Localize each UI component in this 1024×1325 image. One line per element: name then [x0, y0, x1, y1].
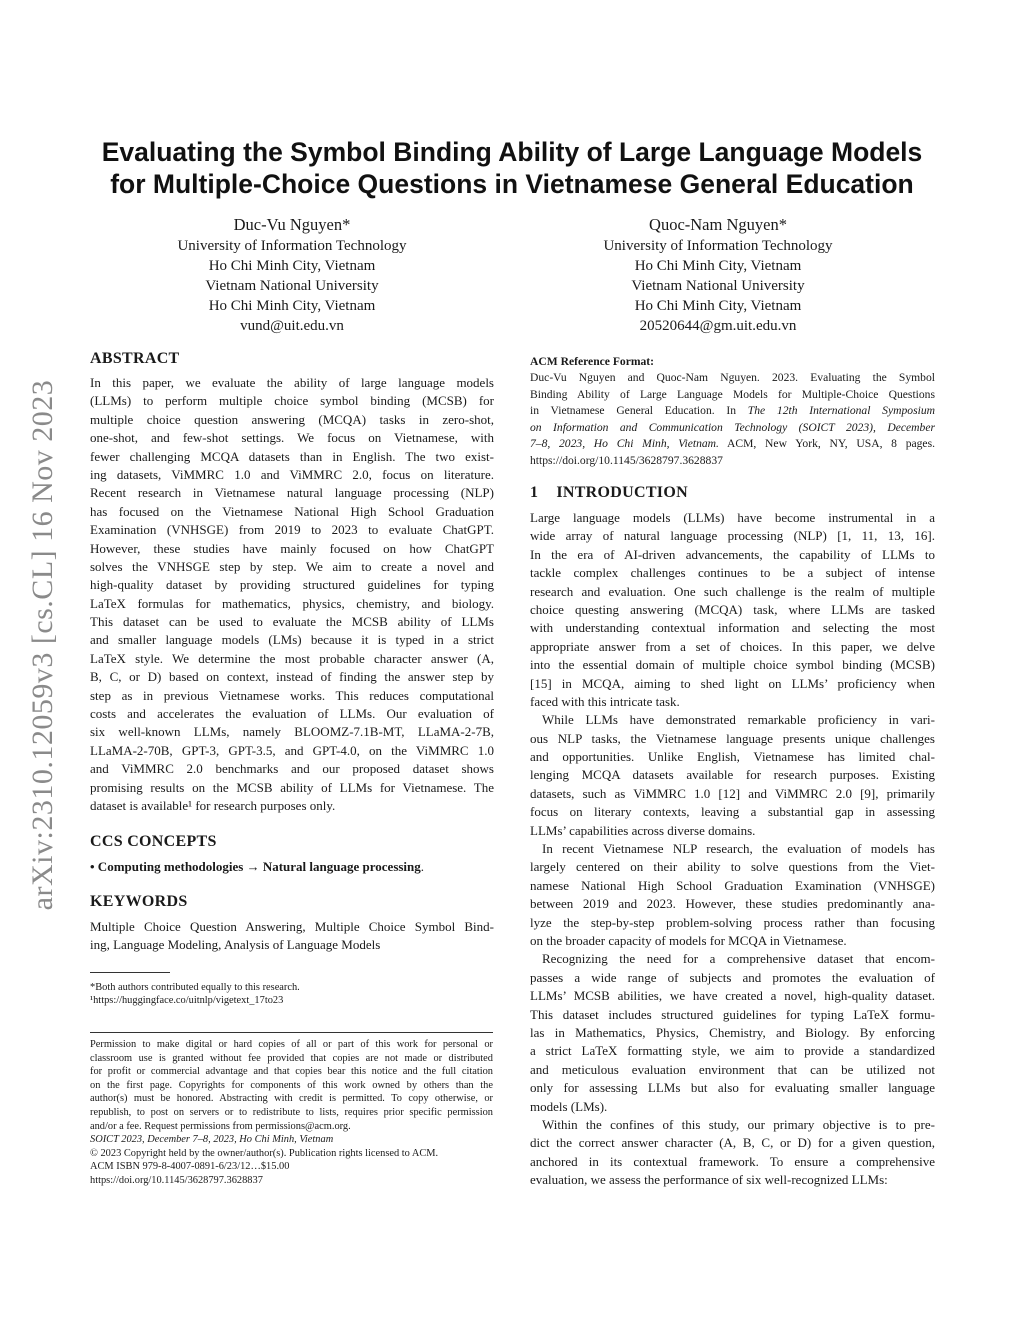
- text-line: While LLMs have demonstrated remarkable proficiency in vari-: [542, 712, 935, 728]
- ref-venue: The 12th International Symposium: [747, 404, 935, 418]
- text-line: costs and accelerates the evaluation of LLMs. Our evaluation of: [90, 706, 494, 722]
- text-line: datasets, such as ViMMRC 1.0 [12] and ViMMRC 2.0 [9], primarily: [530, 785, 935, 801]
- text-line: In this paper, we evaluate the ability of large language models: [90, 375, 494, 390]
- author-block: [548, 214, 888, 336]
- text-line: las in Mathematics, Physics, Chemistry, and Biology. By enforcing: [530, 1024, 935, 1040]
- text-line: and ViMMRC 2.0 benchmarks and our proposed dataset shows: [90, 761, 494, 777]
- text-line: a strict LaTeX formatting style, we aim to provide a standardized: [530, 1043, 935, 1059]
- text-line: on the broader capacity of models for MCQA in Vietnamese.: [530, 932, 847, 948]
- text-line: Permission to make digital or hard copies of all or part of this work for personal or: [90, 1039, 493, 1050]
- footnote-rule: [90, 972, 170, 973]
- title-line: Evaluating the Symbol Binding Ability of Large Language Models: [101, 137, 923, 167]
- keywords: [90, 918, 494, 955]
- text-line: multiple choice question answering (MCQA) tasks in zero-shot,: [90, 411, 494, 427]
- author-email: 20520644@gm.uit.edu.vn: [639, 318, 797, 334]
- acm-reference-heading: ACM Reference Format:: [530, 355, 655, 368]
- introduction-heading: [530, 484, 688, 502]
- ccs-concept: • Computing methodologies → Natural language processing: [90, 859, 421, 874]
- text-line: Large language models (LLMs) have become instrumental in a: [530, 510, 935, 525]
- text-line: lyze the step-by-step problem-solving process rather than focusing: [530, 914, 935, 930]
- permission-rule: [90, 1032, 493, 1033]
- text-line: and/or a fee. Request permissions from permissions@acm.org.: [90, 1120, 351, 1132]
- text-line: This dataset includes structured guidelines for typing LaTeX formu-: [530, 1006, 935, 1022]
- section-number: 1: [530, 484, 539, 501]
- text-line: into the essential domain of multiple choice symbol binding (MCSB): [530, 657, 935, 673]
- text-line: one-shot, and few-shot settings. We focus on Vietnamese, with: [90, 430, 494, 446]
- text-line: on the first page. Copyrights for components of this work owned by others than the: [90, 1079, 493, 1091]
- author-affiliation: Ho Chi Minh City, Vietnam: [634, 298, 802, 314]
- text-line: LLMs’ MCSB abilities, we have created a novel, high-quality dataset.: [530, 988, 935, 1004]
- acm-reference-doi[interactable]: https://doi.org/10.1145/3628797.3628837: [530, 453, 723, 467]
- ref-text: in Vietnamese General Education. In: [530, 404, 748, 418]
- text-line: ing datasets, ViMMRC 1.0 and ViMMRC 2.0, focus on literature.: [90, 466, 494, 482]
- text-line: In recent Vietnamese NLP research, the evaluation of models has: [542, 841, 935, 857]
- author-affiliation: Vietnam National University: [205, 278, 379, 294]
- permission-venue: SOICT 2023, December 7–8, 2023, Ho Chi Minh, Vietnam: [90, 1134, 334, 1146]
- text-line: [15] in MCQA, aiming to shed light on LLMs’ proficiency when: [530, 675, 935, 691]
- author-affiliation: Vietnam National University: [631, 278, 805, 294]
- text-line: lenging MCQA datasets available for research purposes. Existing: [530, 767, 935, 783]
- acm-reference-line: Binding Ability of Large Language Models for Multiple-Choice Questions: [530, 387, 935, 401]
- footnotes: [90, 981, 494, 1007]
- text-line: LLaMA-2-70B, GPT-3, GPT-3.5, and GPT-4.0, on the ViMMRC 1.0: [90, 742, 494, 758]
- text-line: namese National High School Graduation Examination (VNHSGE): [530, 877, 935, 893]
- text-line: appropriate answer from a set of choices. In this paper, we delve: [530, 638, 935, 654]
- permission-block: [90, 1038, 493, 1188]
- text-line: wide array of natural language processing (NLP) [1, 11, 13, 16].: [530, 528, 935, 544]
- text-line: focus on literary contexts, leaving a substantial gap in assessing: [530, 804, 935, 820]
- text-line: Recent research in Vietnamese natural language processing (NLP): [90, 485, 494, 501]
- ccs-concepts: [90, 858, 494, 876]
- permission-doi[interactable]: https://doi.org/10.1145/3628797.3628837: [90, 1174, 263, 1186]
- author-affiliation: Ho Chi Minh City, Vietnam: [208, 298, 376, 314]
- text-line: six well-known LLMs, namely BLOOMZ-7.1B-MT, LLaMA-2-7B,: [90, 724, 494, 740]
- author-email: vund@uit.edu.vn: [240, 318, 344, 334]
- acm-reference-line: [530, 420, 935, 437]
- text-line: fewer challenging MCQA datasets than in English. The two exist-: [90, 448, 494, 464]
- abstract-body: [90, 374, 494, 815]
- text-line: models (LMs).: [530, 1098, 608, 1114]
- paper-title: [40, 136, 984, 200]
- acm-reference-line: Duc-Vu Nguyen and Quoc-Nam Nguyen. 2023. Evaluating the Symbol: [530, 371, 935, 384]
- text-line: with understanding contextual information and selecting the most: [530, 620, 935, 636]
- text-line: LaTeX formulas for mathematics, physics, chemistry, and biology.: [90, 595, 494, 611]
- ref-text: ACM, New York, NY, USA, 8 pages.: [718, 437, 935, 451]
- author-affiliation: University of Information Technology: [177, 238, 407, 254]
- text-line: LLMs’ capabilities across diverse domains.: [530, 822, 756, 838]
- text-line: has focused on the Vietnamese National High School Graduation: [90, 503, 494, 519]
- footnote-link[interactable]: ¹https://huggingface.co/uitnlp/vigetext_17to23: [90, 995, 284, 1006]
- title-line: for Multiple-Choice Questions in Vietnamese General Education: [110, 169, 914, 199]
- text-line: faced with this intricate task.: [530, 693, 680, 709]
- text-line: tackle complex challenges continues to be a subject of intense: [530, 565, 935, 581]
- paragraph: [530, 711, 935, 840]
- text-line: This dataset can be used to evaluate the MCSB ability of LLMs: [90, 614, 494, 630]
- text-line: choice questing answering (MCQA) task, where LLMs are tasked: [530, 601, 935, 617]
- author-name: Duc-Vu Nguyen*: [233, 215, 351, 234]
- text-line: evaluation, we assess the performance of six well-recognized LLMs:: [530, 1172, 888, 1188]
- text-line: high-quality dataset by providing structured guidelines for typing: [90, 577, 494, 593]
- ref-venue: on Information and Communication Technology (SOICT 2023), December: [530, 420, 935, 434]
- text-line: and meticulous evaluation environment that can be utilized not: [530, 1061, 935, 1077]
- text-line: and opportunities. Unlike English, Vietnamese has limited chal-: [530, 749, 935, 765]
- text-line: Recognizing the need for a comprehensive dataset that encom-: [542, 951, 935, 967]
- paragraph: [530, 950, 935, 1116]
- text-line: author(s) must be honored. Abstracting with credit is permitted. To copy otherwise, or: [90, 1093, 493, 1105]
- arxiv-stamp: arXiv:2310.12059v3 [cs.CL] 16 Nov 2023: [26, 379, 59, 911]
- abstract-heading: ABSTRACT: [90, 350, 180, 367]
- author-affiliation: University of Information Technology: [603, 238, 833, 254]
- text-line: Examination (VNHSGE) from 2019 to 2023 to evaluate ChatGPT.: [90, 522, 494, 538]
- text-line: (LLMs) to perform multiple choice symbol binding (MCSB) for: [90, 393, 494, 409]
- acm-reference-line: [530, 403, 935, 420]
- ccs-heading: CCS CONCEPTS: [90, 833, 217, 850]
- text-line: ous NLP tasks, the Vietnamese language presents unique challenges: [530, 730, 935, 746]
- paragraph: [530, 509, 935, 711]
- text-line: republish, to post on servers or to redistribute to lists, requires prior specific permission: [90, 1106, 493, 1118]
- paragraph: [530, 840, 935, 950]
- keywords-heading: KEYWORDS: [90, 893, 188, 910]
- text-line: LaTeX style. We determine the most probable character answer (A,: [90, 650, 494, 666]
- keywords-line: ing, Language Modeling, Analysis of Language Models: [90, 937, 381, 953]
- text-line: passes a wide range of subjects and promotes the evaluation of: [530, 969, 935, 985]
- author-name: Quoc-Nam Nguyen*: [649, 215, 787, 234]
- acm-reference: [530, 354, 935, 470]
- text-line: classroom use is granted without fee provided that copies are not made or distributed: [90, 1052, 493, 1064]
- author-block: [122, 214, 462, 336]
- paragraph: [530, 1116, 935, 1190]
- text-line: However, these studies have mainly focused on how ChatGPT: [90, 540, 494, 556]
- text-line: In the era of AI-driven advancements, the capability of LLMs to: [530, 546, 935, 562]
- keywords-line: Multiple Choice Question Answering, Multiple Choice Symbol Bind-: [90, 919, 494, 934]
- footnote: *Both authors contributed equally to this research.: [90, 982, 300, 993]
- ccs-end: .: [420, 859, 425, 874]
- introduction-body: [530, 509, 935, 1189]
- text-line: research and evaluation. One such challenge is the realm of multiple: [530, 583, 935, 599]
- text-line: and smaller language models (LMs) because it is typed in a strict: [90, 632, 494, 648]
- author-affiliation: Ho Chi Minh City, Vietnam: [208, 258, 376, 274]
- author-affiliation: Ho Chi Minh City, Vietnam: [634, 258, 802, 274]
- ref-venue: 7–8, 2023, Ho Chi Minh, Vietnam.: [530, 437, 719, 451]
- permission-copyright: © 2023 Copyright held by the owner/author(s). Publication rights licensed to ACM.: [90, 1147, 439, 1159]
- acm-reference-line: [530, 436, 935, 453]
- section-title: INTRODUCTION: [556, 484, 688, 501]
- text-line: anchored in its contextual framework. To ensure a comprehensive: [530, 1153, 935, 1169]
- text-line: dataset is available¹ for research purposes only.: [90, 797, 336, 813]
- text-line: B, C, or D) based on context, instead of finding the answer step by: [90, 669, 494, 685]
- text-line: promising results on the MCSB ability of LLMs for Vietnamese. The: [90, 779, 494, 795]
- text-line: largely centered on their ability to solve questions from the Viet-: [530, 859, 935, 875]
- text-line: Within the confines of this study, our primary objective is to pre-: [542, 1116, 935, 1132]
- text-line: solves the VNHSGE step by step. We aim to create a novel and: [90, 558, 494, 574]
- text-line: for profit or commercial advantage and that copies bear this notice and the full citation: [90, 1066, 493, 1078]
- text-line: between 2019 and 2023. However, these studies predominantly ana-: [530, 896, 935, 912]
- permission-isbn: ACM ISBN 979-8-4007-0891-6/23/12…$15.00: [90, 1161, 290, 1173]
- text-line: step as in previous Vietnamese works. This reduces computational: [90, 687, 494, 703]
- text-line: dict the correct answer character (A, B, C, or D) for a given question,: [530, 1135, 935, 1151]
- text-line: only for assessing LLMs but also for evaluating smaller language: [530, 1080, 935, 1096]
